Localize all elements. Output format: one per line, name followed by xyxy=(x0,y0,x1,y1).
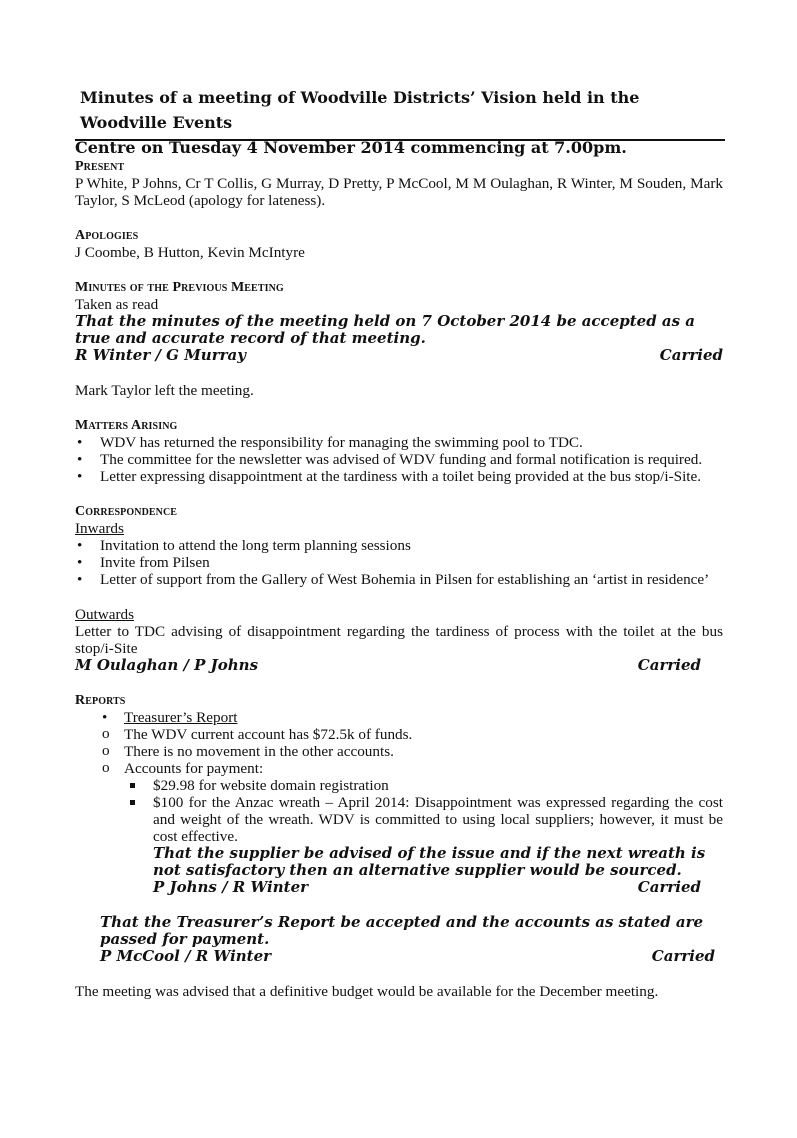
list-item: • Letter of support from the Gallery of West Bohemia in Pilsen for establishing an ‘artist in residence’ xyxy=(75,571,723,588)
title-line-1: Minutes of a meeting of Woodville Districts’ Vision held in the Woodville Events xyxy=(80,88,640,132)
budget-note: The meeting was advised that a definitive budget would be available for the December meeting. xyxy=(75,983,659,1000)
correspondence-movers: M Oulaghan / P Johns xyxy=(75,656,259,674)
apologies-heading: Apologies xyxy=(75,228,139,243)
treasurer-report-item xyxy=(75,709,723,726)
minutes-body xyxy=(75,158,723,1000)
treasurer-report-mover-row xyxy=(100,948,723,965)
list-item: • Letter expressing disappointment at the tardiness with a toilet being provided at the bus stop/i-Site. xyxy=(75,468,723,485)
payment-item: $29.98 for website domain registration xyxy=(75,777,723,794)
present-heading: Present xyxy=(75,159,125,174)
present-text: P White, P Johns, Cr T Collis, G Murray, D Pretty, P McCool, M M Oulaghan, R Winter, M Souden, Mark Taylor, S McLeod (apology for lateness). xyxy=(75,175,723,209)
inwards-list xyxy=(75,537,723,588)
treasurer-report-motion: That the Treasurer’s Report be accepted and the accounts as stated are passed for payment. xyxy=(100,913,704,948)
previous-minutes-note: Taken as read xyxy=(75,296,159,313)
treasurer-report-movers: P McCool / R Winter xyxy=(100,947,272,965)
title-divider xyxy=(75,139,725,141)
reports-heading: Reports xyxy=(75,693,126,708)
title-line-2: Centre on Tuesday 4 November 2014 commencing at 7.00pm. xyxy=(75,138,627,157)
treasurer-report-result: Carried xyxy=(651,947,715,965)
wreath-result: Carried xyxy=(637,878,701,896)
treasurer-report-label: Treasurer’s Report xyxy=(124,709,238,726)
list-item: o There is no movement in the other accounts. xyxy=(75,743,723,760)
payment-item: $100 for the Anzac wreath – April 2014: Disappointment was expressed regarding the cost and weight of the wreath. WDV is committed to using local suppliers; however, it must be cost effective. xyxy=(75,794,723,845)
correspondence-heading: Correspondence xyxy=(75,504,178,519)
list-item: o Accounts for payment: xyxy=(75,760,723,777)
correspondence-mover-row xyxy=(75,657,723,674)
inwards-label: Inwards xyxy=(75,520,124,537)
document-title xyxy=(75,85,725,160)
left-meeting-note: Mark Taylor left the meeting. xyxy=(75,382,254,399)
wreath-movers: P Johns / R Winter xyxy=(153,878,309,896)
previous-minutes-heading: Minutes of the Previous Meeting xyxy=(75,280,284,295)
wreath-motion: That the supplier be advised of the issue and if the next wreath is not satisfactory then an alternative supplier would be sourced. xyxy=(153,844,706,879)
outwards-label: Outwards xyxy=(75,606,135,623)
previous-minutes-mover-row xyxy=(75,347,723,364)
list-item: • Invitation to attend the long term planning sessions xyxy=(75,537,723,554)
list-item: • Invite from Pilsen xyxy=(75,554,723,571)
matters-arising-list xyxy=(75,434,723,485)
list-item: • The committee for the newsletter was advised of WDV funding and formal notification is required. xyxy=(75,451,723,468)
matters-arising-heading: Matters Arising xyxy=(75,418,178,433)
list-item: o The WDV current account has $72.5k of funds. xyxy=(75,726,723,743)
wreath-mover-row xyxy=(153,879,723,896)
previous-minutes-result: Carried xyxy=(659,346,723,364)
reports-section xyxy=(75,709,723,965)
previous-minutes-motion: That the minutes of the meeting held on 7 October 2014 be accepted as a true and accurate record of that meeting. xyxy=(75,312,696,347)
apologies-text: J Coombe, B Hutton, Kevin McIntyre xyxy=(75,244,305,261)
correspondence-result: Carried xyxy=(637,656,701,674)
outwards-text: Letter to TDC advising of disappointment regarding the tardiness of process with the toilet at the bus stop/i-Site xyxy=(75,623,723,657)
list-item: • WDV has returned the responsibility for managing the swimming pool to TDC. xyxy=(75,434,723,451)
previous-minutes-movers: R Winter / G Murray xyxy=(75,346,246,364)
